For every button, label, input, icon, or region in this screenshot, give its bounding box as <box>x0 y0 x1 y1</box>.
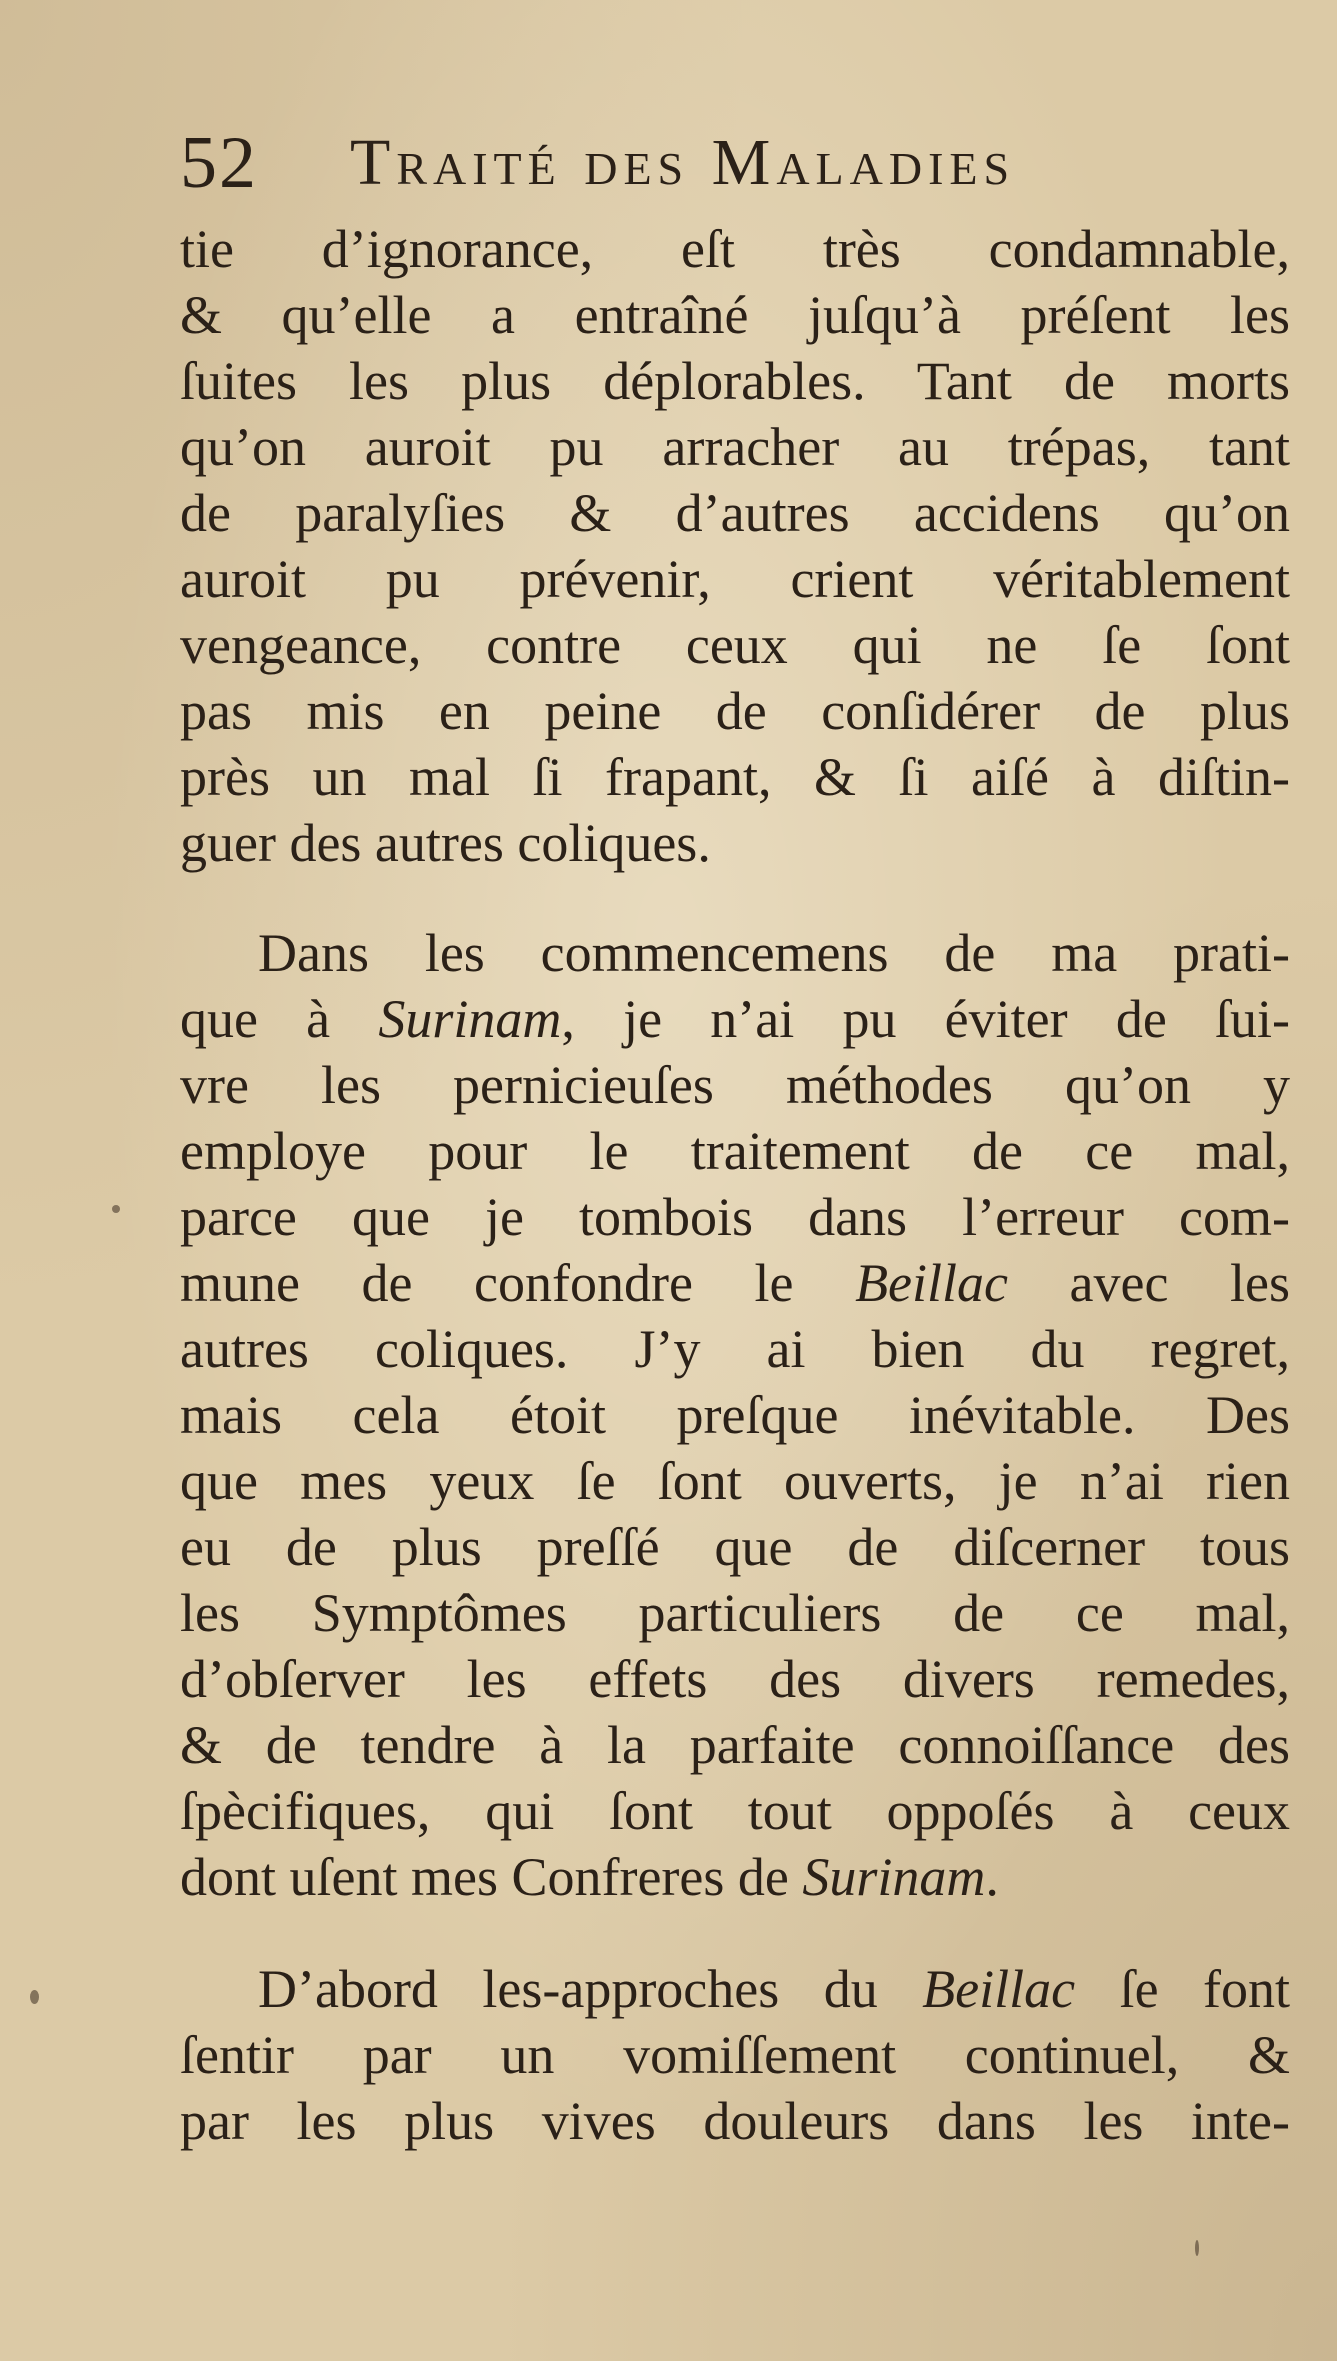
text-line: qu’on auroit pu arracher au trépas, tant <box>180 417 1290 477</box>
text-line: tie d’ignorance, eſt très condamnable, <box>180 219 1290 279</box>
text-line: & qu’elle a entraîné juſqu’à préſent les <box>180 285 1290 345</box>
text-line: mune de confondre le Beillac avec les <box>180 1253 1291 1313</box>
text-line: pas mis en peine de conſidérer de plus <box>180 681 1290 741</box>
italic-place-name: Surinam <box>378 989 562 1049</box>
italic-disease-name: Beillac <box>855 1253 1008 1313</box>
running-head: Traité des Maladies <box>350 126 1016 199</box>
text-line: parce que je tombois dans l’erreur com- <box>180 1187 1290 1247</box>
italic-disease-name: Beillac <box>922 1959 1076 2019</box>
italic-place-name: Surinam <box>802 1847 986 1907</box>
text-line: eu de plus preſſé que de diſcerner tous <box>180 1517 1290 1577</box>
text-line: d’obſerver les effets des divers remedes, <box>180 1649 1290 1709</box>
text-line: que mes yeux ſe ſont ouverts, je n’ai rien <box>180 1451 1290 1511</box>
text-line: ſuites les plus déplorables. Tant de morts <box>180 351 1290 411</box>
text-line: auroit pu prévenir, crient véritablement <box>180 549 1290 609</box>
text-line: que à Surinam, je n’ai pu éviter de ſui- <box>180 989 1290 1049</box>
page-number: 52 <box>180 122 258 204</box>
text-line: les Symptômes particuliers de ce mal, <box>180 1583 1290 1643</box>
paper-speck <box>30 1990 39 2004</box>
text-line: près un mal ſi frapant, & ſi aiſé à diſtin- <box>180 747 1290 807</box>
text-line: Dans les commencemens de ma prati- <box>258 923 1290 983</box>
text-line: vre les pernicieuſes méthodes qu’on y <box>180 1055 1290 1115</box>
text-line: par les plus vives douleurs dans les inte- <box>180 2091 1290 2151</box>
paper-speck <box>112 1205 120 1213</box>
text-line: mais cela étoit preſque inévitable. Des <box>180 1385 1290 1445</box>
text-line: D’abord les-approches du Beillac ſe font <box>258 1959 1290 2019</box>
text-line: autres coliques. J’y ai bien du regret, <box>180 1319 1290 1379</box>
text-line: & de tendre à la parfaite connoiſſance des <box>180 1715 1290 1775</box>
page-header <box>180 108 1240 218</box>
paper-speck <box>1195 2240 1199 2256</box>
text-line: vengeance, contre ceux qui ne ſe ſont <box>180 615 1290 675</box>
text-line: dont uſent mes Confreres de Surinam. <box>180 1847 999 1907</box>
text-line: guer des autres coliques. <box>180 813 711 873</box>
text-line: employe pour le traitement de ce mal, <box>180 1121 1290 1181</box>
text-line: ſpècifiques, qui ſont tout oppoſés à ceux <box>180 1781 1290 1841</box>
text-line: ſentir par un vomiſſement continuel, & <box>180 2025 1290 2085</box>
text-line: de paralyſies & d’autres accidens qu’on <box>180 483 1290 543</box>
